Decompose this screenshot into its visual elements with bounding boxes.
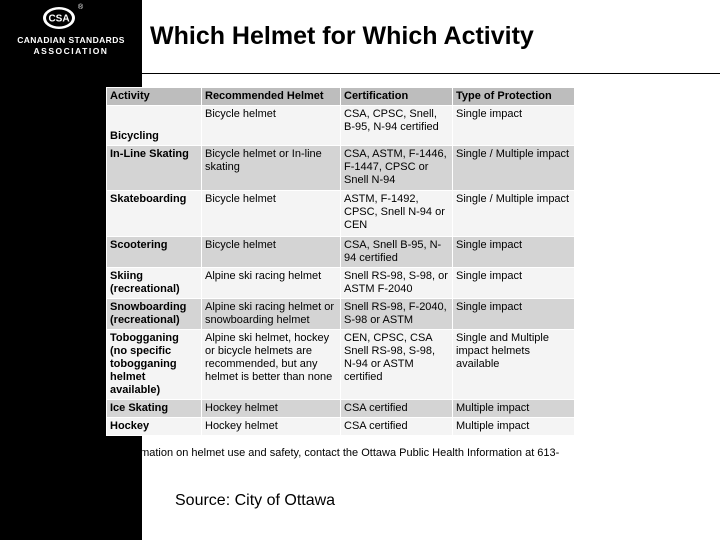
footnote-contact-info: For more information on helmet use and safety, contact the Ottawa Public Health Information at 613-580-6744 — [71, 447, 560, 473]
cell-activity: Ice Skating — [107, 400, 202, 418]
helmet-table — [106, 87, 575, 436]
table-row — [107, 400, 575, 418]
cell-activity: Skateboarding — [107, 191, 202, 237]
table-row — [107, 146, 575, 191]
cell-helmet: Hockey helmet — [202, 418, 341, 436]
cell-protection: Multiple impact — [453, 400, 575, 418]
cell-protection: Single impact — [453, 237, 575, 268]
page-title: Which Helmet for Which Activity — [150, 22, 534, 50]
csa-seal-text: CSA — [48, 13, 70, 25]
cell-protection: Single / Multiple impact — [453, 191, 575, 237]
page-number: 24 — [702, 512, 716, 526]
logo-text-line1: CANADIAN STANDARDS — [17, 35, 125, 45]
cell-certification: CSA, CPSC, Snell, B-95, N-94 certified — [341, 106, 453, 146]
cell-protection: Single and Multiple impact helmets available — [453, 330, 575, 400]
cell-certification: Snell RS-98, F-2040, S-98 or ASTM — [341, 299, 453, 330]
cell-certification: CSA, ASTM, F-1446, F-1447, CPSC or Snell N-94 — [341, 146, 453, 191]
cell-helmet: Alpine ski helmet, hockey or bicycle helmets are recommended, but any helmet is better than none — [202, 330, 341, 400]
header-type-of-protection: Type of Protection — [453, 88, 575, 106]
cell-certification: CSA, Snell B-95, N-94 certified — [341, 237, 453, 268]
cell-activity: Snowboarding (recreational) — [107, 299, 202, 330]
csa-logo — [0, 0, 142, 74]
cell-protection: Single impact — [453, 299, 575, 330]
cell-protection: Single impact — [453, 106, 575, 146]
cell-activity: Hockey — [107, 418, 202, 436]
cell-protection: Single impact — [453, 268, 575, 299]
cell-certification: CEN, CPSC, CSA Snell RS-98, S-98, N-94 or ASTM certified — [341, 330, 453, 400]
cell-activity: Skiing (recreational) — [107, 268, 202, 299]
cell-helmet: Bicycle helmet — [202, 237, 341, 268]
helmet-table-container — [106, 87, 574, 436]
header-recommended-helmet: Recommended Helmet — [202, 88, 341, 106]
logo-text-line2: ASSOCIATION — [33, 46, 109, 56]
cell-protection: Single / Multiple impact — [453, 146, 575, 191]
table-row — [107, 106, 575, 146]
csa-seal-icon — [42, 6, 76, 30]
cell-activity: Tobogganing (no specific tobogganing helmet available) — [107, 330, 202, 400]
table-row — [107, 268, 575, 299]
cell-helmet: Bicycle helmet — [202, 191, 341, 237]
cell-certification: ASTM, F-1492, CPSC, Snell N-94 or CEN — [341, 191, 453, 237]
table-row — [107, 237, 575, 268]
source-caption: Source: City of Ottawa — [175, 492, 336, 509]
cell-activity: In-Line Skating — [107, 146, 202, 191]
table-row — [107, 418, 575, 436]
cell-activity: Scootering — [107, 237, 202, 268]
cell-helmet: Alpine ski racing helmet — [202, 268, 341, 299]
cell-protection: Multiple impact — [453, 418, 575, 436]
cell-certification: Snell RS-98, S-98, or ASTM F-2040 — [341, 268, 453, 299]
registered-mark: ® — [78, 4, 84, 11]
cell-activity: Bicycling — [107, 106, 202, 146]
cell-helmet: Hockey helmet — [202, 400, 341, 418]
cell-helmet: Bicycle helmet — [202, 106, 341, 146]
title-divider — [142, 73, 720, 74]
table-row — [107, 191, 575, 237]
header-activity: Activity — [107, 88, 202, 106]
table-row — [107, 330, 575, 400]
header-certification: Certification — [341, 88, 453, 106]
table-row — [107, 299, 575, 330]
cell-certification: CSA certified — [341, 400, 453, 418]
cell-certification: CSA certified — [341, 418, 453, 436]
cell-helmet: Alpine ski racing helmet or snowboarding helmet — [202, 299, 341, 330]
cell-helmet: Bicycle helmet or In-line skating — [202, 146, 341, 191]
table-header-row — [107, 88, 575, 106]
